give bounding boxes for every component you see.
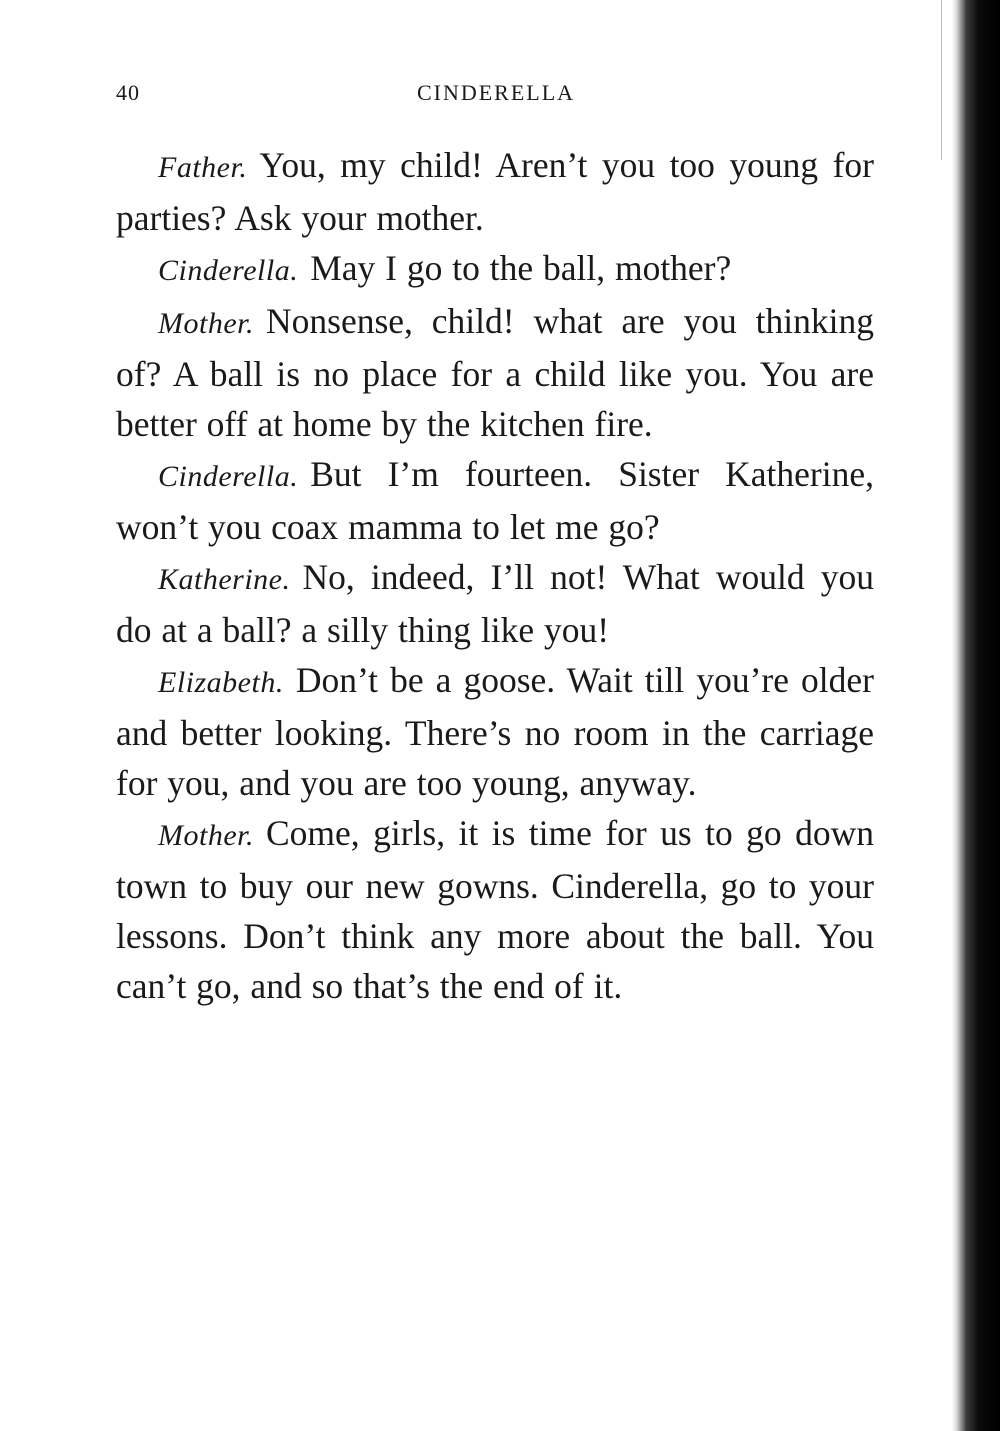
speech-text: You, my child! Aren’t you too young for parties? Ask your mother. bbox=[116, 145, 874, 238]
speaker-name: Cinderella. bbox=[158, 460, 299, 493]
dialogue-paragraph bbox=[116, 243, 874, 296]
dialogue-text bbox=[116, 140, 874, 1011]
speaker-name: Cinderella. bbox=[158, 254, 299, 287]
scan-shadow-line bbox=[941, 0, 942, 160]
dialogue-paragraph bbox=[116, 808, 874, 1011]
dialogue-paragraph bbox=[116, 140, 874, 243]
speaker-name: Mother. bbox=[158, 307, 254, 340]
dialogue-paragraph bbox=[116, 296, 874, 449]
dialogue-paragraph bbox=[116, 552, 874, 655]
binding-edge bbox=[952, 0, 1000, 1431]
speech-text: Come, girls, it is time for us to go down town to buy our new gowns. Cinderella, go to your lessons. Don’t think any more about the ball. You can’t go, and so that’s the end of it. bbox=[116, 813, 874, 1006]
speech-text: But I’m fourteen. Sister Katherine, won’t you coax mamma to let me go? bbox=[116, 454, 874, 547]
running-head bbox=[116, 80, 876, 114]
speaker-name: Father. bbox=[158, 151, 248, 184]
speaker-name: Katherine. bbox=[158, 563, 291, 596]
speech-text: No, indeed, I’ll not! What would you do at a ball? a silly thing like you! bbox=[116, 557, 874, 650]
speaker-name: Mother. bbox=[158, 819, 254, 852]
speaker-name: Elizabeth. bbox=[158, 666, 284, 699]
speech-text: Don’t be a goose. Wait till you’re older and better looking. There’s no room in the carriage for you, and you are too young, anyway. bbox=[116, 660, 874, 803]
book-title: CINDERELLA bbox=[416, 80, 576, 105]
speech-text: Nonsense, child! what are you thinking of? A ball is no place for a child like you. You are better off at home by the kitchen fire. bbox=[116, 301, 874, 444]
speech-text: May I go to the ball, mother? bbox=[310, 248, 732, 288]
page-number: 40 bbox=[116, 80, 140, 105]
dialogue-paragraph bbox=[116, 655, 874, 808]
dialogue-paragraph bbox=[116, 449, 874, 552]
